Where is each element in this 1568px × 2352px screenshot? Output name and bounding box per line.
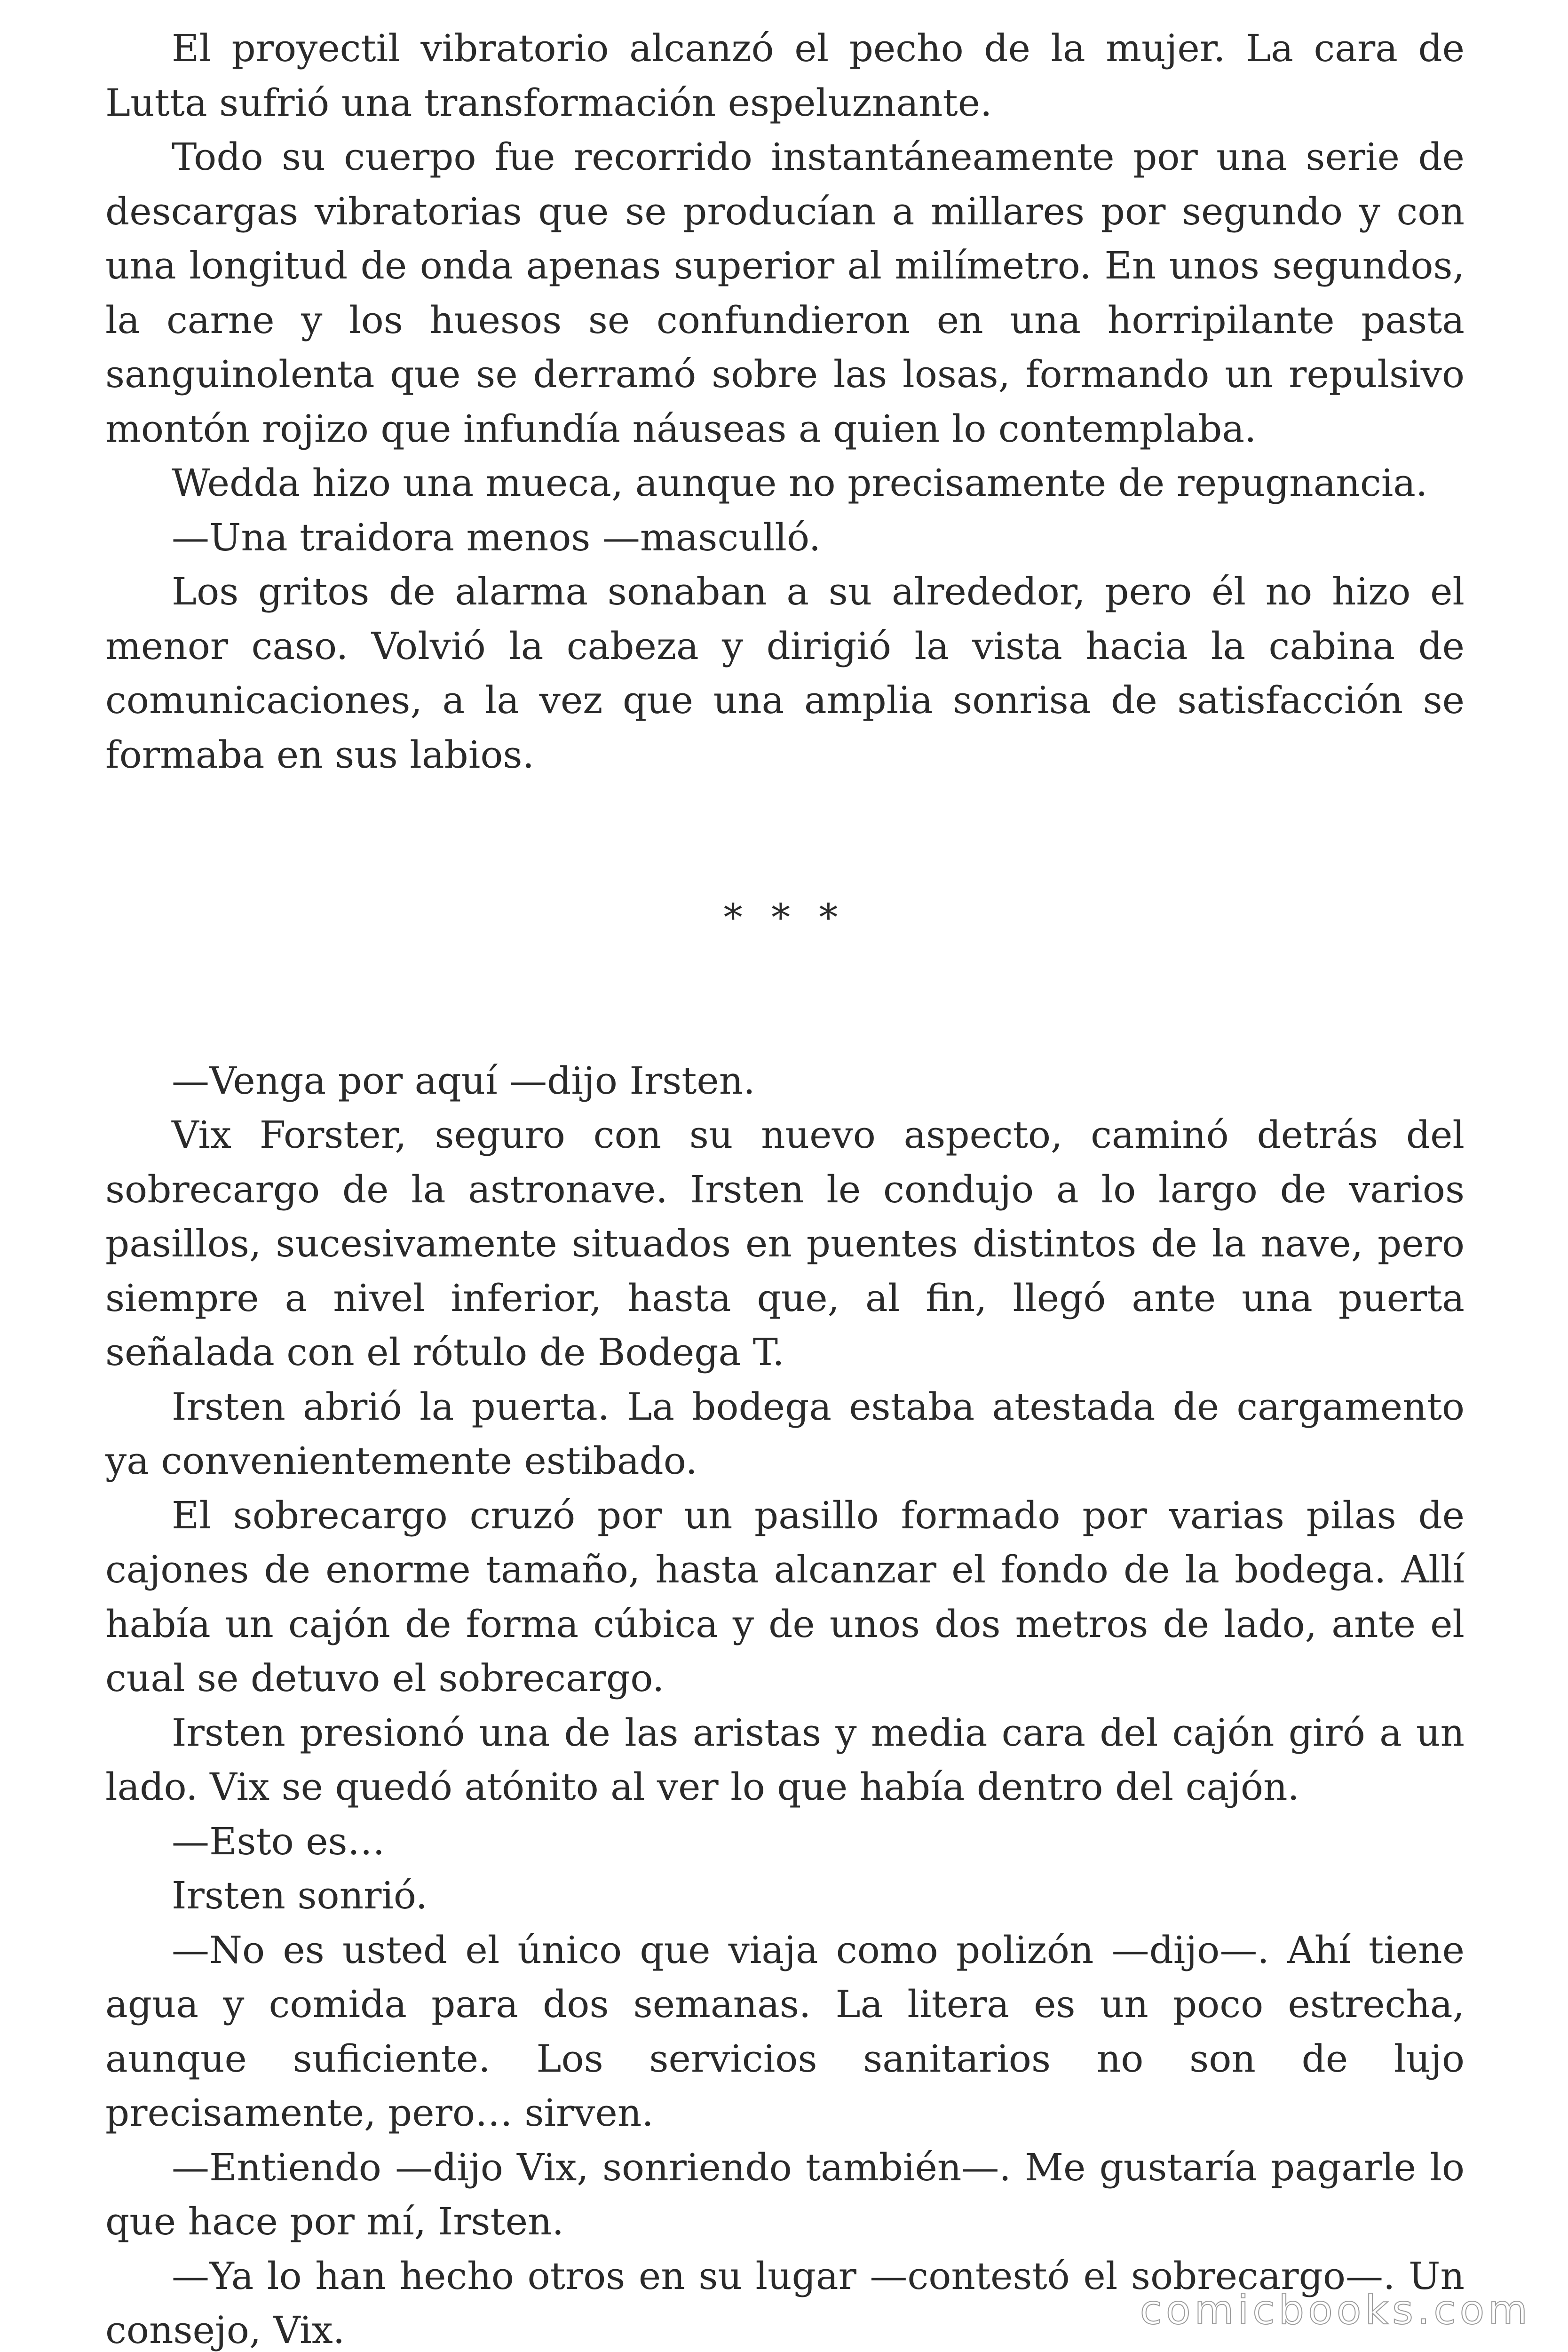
paragraph: Irsten sonrió. <box>172 1874 428 1917</box>
paragraph: El sobrecargo cruzó por un pasillo formado por varias pilas de cajones de enorme tamaño, hasta alcanzar el fondo de la bodega. Allí había un cajón de forma cúbica y de unos dos metros de lado, ante el cual se detuvo el sobrecargo. <box>105 1493 1465 1700</box>
watermark-text: comicbooks.com <box>1140 2287 1531 2334</box>
paragraph: —Entiendo —dijo Vix, sonriendo también—. Me gustaría pagarle lo que hace por mí, Irsten. <box>105 2145 1465 2243</box>
paragraph: Irsten abrió la puerta. La bodega estaba atestada de cargamento ya convenientemente estibado. <box>105 1384 1465 1483</box>
paragraph: Los gritos de alarma sonaban a su alrededor, pero él no hizo el menor caso. Volvió la cabeza y dirigió la vista hacia la cabina de comunicaciones, a la vez que una amplia sonrisa de satisfacción se formaba en sus labios. <box>105 570 1465 777</box>
paragraph: Todo su cuerpo fue recorrido instantáneamente por una serie de descargas vibratorias que se producían a millares por segundo y con una longitud de onda apenas superior al milímetro. En unos segundos, la carne y los huesos se confundieron en una horripilante pasta sanguinolenta que se derramó sobre las losas, formando un repulsivo montón rojizo que infundía náuseas a quien lo contemplaba. <box>105 135 1465 451</box>
book-page <box>105 21 1465 2352</box>
paragraph: Irsten presionó una de las aristas y media cara del cajón giró a un lado. Vix se quedó atónito al ver lo que había dentro del cajón. <box>105 1710 1465 1809</box>
paragraph: —No es usted el único que viaja como polizón —dijo—. Ahí tiene agua y comida para dos semanas. La litera es un poco estrecha, aunque suficiente. Los servicios sanitarios no son de lujo precisamente, pero… sirven. <box>105 1928 1465 2135</box>
paragraph: Wedda hizo una mueca, aunque no precisamente de repugnancia. <box>172 461 1428 505</box>
paragraph: El proyectil vibratorio alcanzó el pecho de la mujer. La cara de Lutta sufrió una transformación espeluznante. <box>105 26 1465 125</box>
section-gap <box>105 945 1465 1054</box>
paragraph: —Ya lo han hecho otros en su lugar —contestó el sobrecargo—. Un consejo, Vix. <box>105 2254 1465 2352</box>
paragraph: —Una traidora menos —masculló. <box>172 515 821 559</box>
paragraph: Vix Forster, seguro con su nuevo aspecto, caminó detrás del sobrecargo de la astronave. Irsten le condujo a lo largo de varios pasillos, sucesivamente situados en puentes distintos de la nave, pero siempre a nivel inferior, hasta que, al fin, llegó ante una puerta señalada con el rótulo de Bodega T. <box>105 1113 1465 1374</box>
section-gap <box>105 782 1465 890</box>
paragraph: —Venga por aquí —dijo Irsten. <box>172 1058 755 1103</box>
paragraph: —Esto es… <box>172 1819 385 1863</box>
section-separator: * * * <box>723 896 847 939</box>
